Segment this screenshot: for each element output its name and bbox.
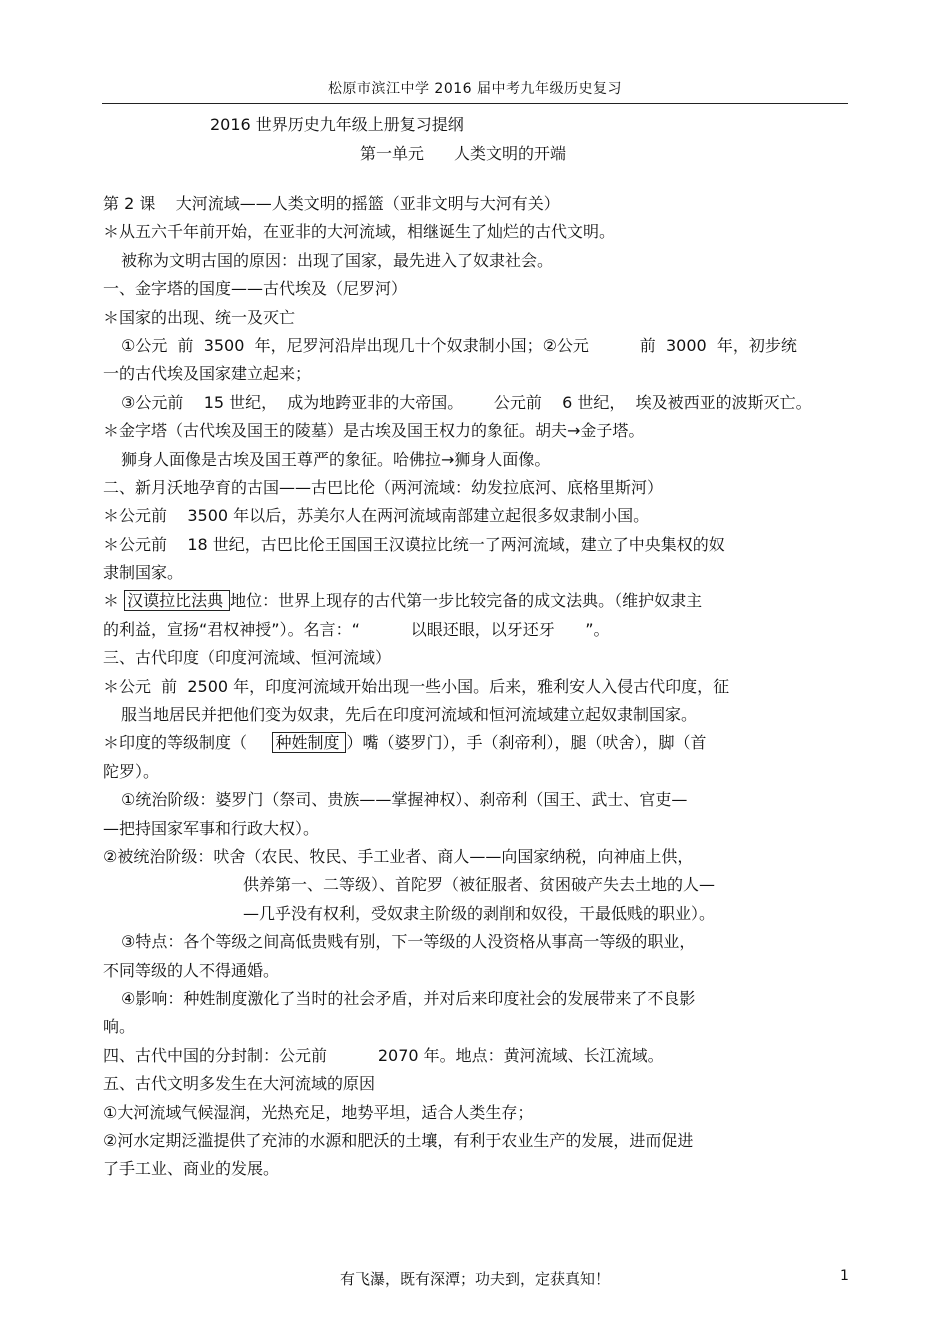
hammurabi-code-box: 汉谟拉比法典 [124,590,230,611]
text-line: 响。 [103,1017,136,1037]
text-line: ＊公元 前 2500 年，印度河流域开始出现一些小国。后来，雅利安人入侵古代印度，征 [103,676,730,696]
text-line: 一的古代埃及国家建立起来； [103,364,312,384]
text-line: 隶制国家。 [103,563,184,583]
text-line: —几乎没有权利，受奴隶主阶级的剥削和奴役，干最低贱的职业）。 [243,903,716,923]
section-block-2 [103,644,843,729]
text-line: 被称为文明古国的原因：出现了国家，最先进入了奴隶社会。 [121,250,554,270]
caste-line [103,729,843,757]
text-line: ＊公元前 3500 年以后，苏美尔人在两河流域南部建立起很多奴隶制小国。 [103,506,650,526]
text-line: 一、金字塔的国度——古代埃及（尼罗河） [103,279,408,299]
text-line: ④影响：种姓制度激化了当时的社会矛盾，并对后来印度社会的发展带来了不良影 [121,988,696,1008]
text-line: 狮身人面像是古埃及国王尊严的象征。哈佛拉→狮身人面像。 [121,449,551,469]
hammurabi-line [103,587,843,615]
caste-prefix: ＊印度的等级制度（ [103,733,273,753]
unit-label: 第一单元 [360,144,425,163]
text-line: 五、古代文明多发生在大河流域的原因 [103,1074,376,1094]
text-line: ②河水定期泛滥提供了充沛的水源和肥沃的土壤，有利于农业生产的发展，进而促进 [103,1130,694,1150]
text-line: ＊公元前 18 世纪，古巴比伦王国国王汉谟拉比统一了两河流域，建立了中央集权的奴 [103,534,725,554]
hammurabi-text: 地位：世界上现存的古代第一步比较完备的成文法典。（维护奴隶主 [230,591,703,611]
text-line: 四、古代中国的分封制：公元前 2070 年。地点：黄河流域、长江流域。 [103,1045,664,1065]
footer-motto: 有飞瀑，既有深潭；功夫到，定获真知！ [339,1270,610,1288]
unit-name: 人类文明的开端 [454,144,567,163]
document-body [103,190,843,1184]
text-line: ①公元 前 3500 年，尼罗河沿岸出现几十个奴隶制小国；②公元 前 3000 年，初步统 [121,335,797,355]
text-line: ＊金字塔（古代埃及国王的陵墓）是古埃及国王权力的象征。胡夫→金子塔。 [103,421,645,441]
section-block-3 [103,786,843,1183]
text-line: 供养第一、二等级）、首陀罗（被征服者、贫困破产失去土地的人— [243,875,716,895]
hammurabi-line-2: 的利益，宣扬“君权神授”）。名言：“ 以眼还眼，以牙还牙 ”。 [103,619,610,639]
text-line: ＊国家的出现、统一及灭亡 [103,307,296,327]
unit-title [360,141,596,164]
text-line: 服当地居民并把他们变为奴隶，先后在印度河流域和恒河流域建立起奴隶制国家。 [121,705,698,725]
section-block-1 [103,190,843,587]
text-line: 二、新月沃地孕育的古国——古巴比伦（两河流域：幼发拉底河、底格里斯河） [103,477,664,497]
caste-text: ）嘴（婆罗门），手（刹帝利），腿（吠舍），脚（首 [346,733,707,753]
document-title: 2016 世界历史九年级上册复习提纲 [210,115,464,134]
page-header: 松原市滨江中学 2016 届中考九年级历史复习 [327,81,623,97]
page-number: 1 [840,1268,849,1284]
text-line: 第 2 课 大河流域——人类文明的摇篮（亚非文明与大河有关） [103,194,560,213]
text-line: ①统治阶级：婆罗门（祭司、贵族——掌握神权）、刹帝利（国王、武士、官吏— [121,790,688,810]
text-line: ＊从五六千年前开始，在亚非的大河流域，相继诞生了灿烂的古代文明。 [103,222,616,242]
text-line: ①大河流域气候湿润，光热充足，地势平坦，适合人类生存； [103,1102,534,1122]
header-divider [102,103,848,104]
text-line: —把持国家军事和行政大权）。 [103,818,320,838]
text-line: 不同等级的人不得通婚。 [103,960,280,980]
text-line: ②被统治阶级：吠舍（农民、牧民、手工业者、商人——向国家纳税，向神庙上供， [103,846,694,866]
bullet-mark: ＊ [103,591,125,611]
caste-system-box: 种姓制度 [272,732,346,753]
caste-line-2: 陀罗）。 [103,761,160,781]
text-line: 了手工业、商业的发展。 [103,1159,280,1179]
text-line: 三、古代印度（印度河流域、恒河流域） [103,648,392,668]
text-line: ③特点：各个等级之间高低贵贱有别，下一等级的人没资格从事高一等级的职业， [121,932,696,952]
text-line: ③公元前 15 世纪， 成为地跨亚非的大帝国。 公元前 6 世纪， 埃及被西亚的波斯灭亡。 [121,392,812,412]
